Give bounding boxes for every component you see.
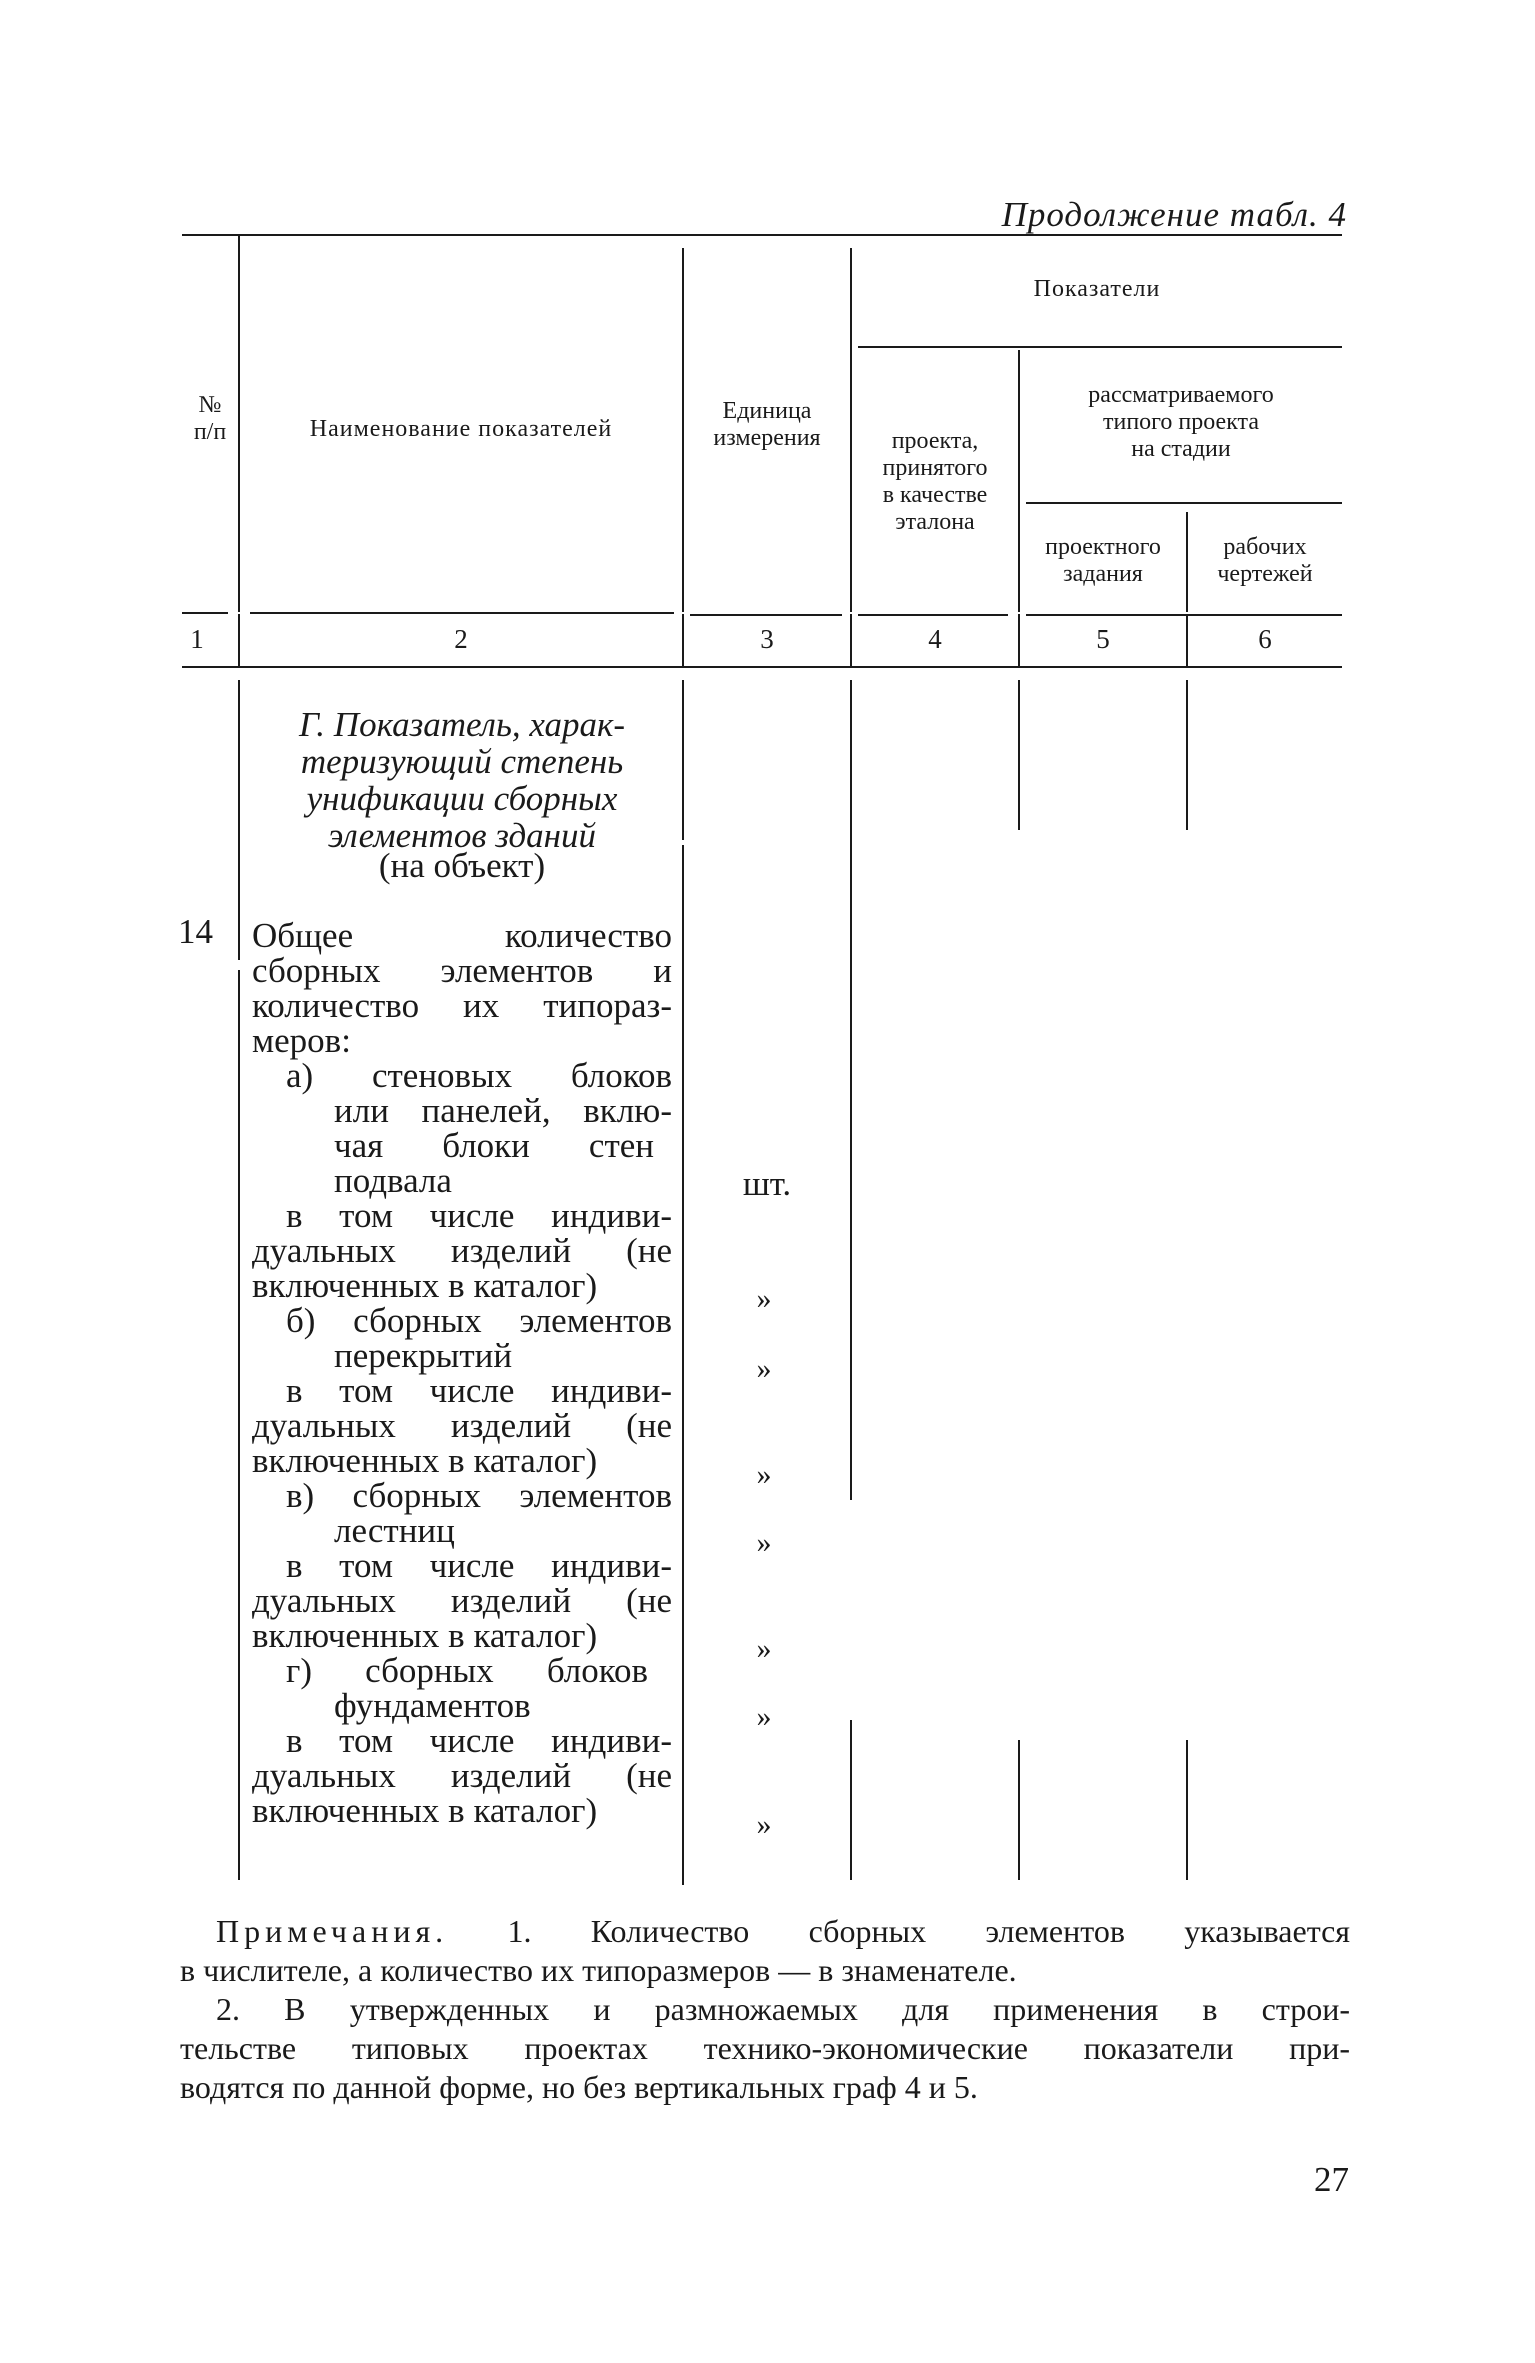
row-line: меров: <box>252 1021 351 1060</box>
considered-underline <box>1026 502 1342 504</box>
unit-ditto: » <box>756 1808 772 1841</box>
col-number-2: 2 <box>454 624 468 654</box>
note-1-line-2: в числителе, а количество их типоразмеров — в знаменателе. <box>180 1952 1017 1988</box>
row-line: в том числе индиви- <box>286 1546 672 1585</box>
unit-ditto: » <box>756 1458 772 1491</box>
header-num: № п/п <box>193 392 227 445</box>
col-number-rule-2 <box>250 612 674 614</box>
note-2-line-3: водятся по данной форме, но без вертикальных граф 4 и 5. <box>180 2069 978 2105</box>
notes-label: Примечания. <box>216 1913 449 1949</box>
col-number-rule-3 <box>690 614 842 616</box>
row-line: количество их типораз- <box>252 986 672 1025</box>
unit-ditto: » <box>756 1352 772 1385</box>
body-divider-3a <box>850 680 852 1500</box>
row-line: перекрытий <box>334 1336 513 1375</box>
unit-ditto: » <box>756 1282 772 1315</box>
page-number: 27 <box>1314 2160 1349 2199</box>
row-line: подвала <box>334 1161 452 1200</box>
row-line: в) сборных элементов <box>286 1476 672 1515</box>
body-divider-2b <box>682 845 684 1885</box>
note-2-line-2: тельстве типовых проектах технико-экономические показатели при- <box>180 2030 1350 2066</box>
row-line: включенных в каталог) <box>252 1616 598 1655</box>
row-line: в том числе индиви- <box>286 1721 672 1760</box>
body-divider-2a <box>682 680 684 840</box>
continuation-caption: Продолжение табл. 4 <box>1001 195 1347 234</box>
header-considered: рассматриваемого типого проекта на стадии <box>1088 382 1274 462</box>
row-line: Общее количество <box>252 916 672 955</box>
body-divider-5b <box>1186 1740 1188 1880</box>
unit-ditto: » <box>756 1632 772 1665</box>
note-2-line-1: 2. В утвержденных и размножаемых для применения в строи- <box>216 1991 1350 2027</box>
section-title: Г. Показатель, харак- теризующий степень унификации сборных элементов зданий <box>299 705 625 855</box>
unit-value: шт. <box>742 1164 792 1203</box>
col-number-1: 1 <box>190 624 204 654</box>
row-line: фундаментов <box>334 1686 531 1725</box>
row-line: а) стеновых блоков <box>286 1056 672 1095</box>
row-line: дуальных изделий (не <box>252 1231 672 1270</box>
row-line: включенных в каталог) <box>252 1266 598 1305</box>
header-working-drawings: рабочих чертежей <box>1217 534 1313 587</box>
unit-ditto: » <box>756 1526 772 1559</box>
indicators-underline <box>858 346 1342 348</box>
header-bottom-rule <box>182 666 1342 668</box>
row-line: лестниц <box>334 1511 455 1550</box>
row-line: дуальных изделий (не <box>252 1406 672 1445</box>
col-number-6: 6 <box>1258 624 1272 654</box>
row-line: или панелей, вклю- <box>334 1091 672 1130</box>
note-1-line-1 <box>216 1912 1350 1951</box>
body-divider-1b <box>238 970 240 1880</box>
row-line: чая блоки стен <box>334 1126 654 1165</box>
row-line: дуальных изделий (не <box>252 1581 672 1620</box>
body-divider-5a <box>1186 680 1188 830</box>
col-number-5: 5 <box>1096 624 1110 654</box>
header-indicators: Показатели <box>1033 276 1161 302</box>
row-line: г) сборных блоков <box>286 1651 648 1690</box>
row-line: в том числе индиви- <box>286 1196 672 1235</box>
body-divider-1a <box>238 680 240 960</box>
section-note: (на объект) <box>378 846 546 885</box>
col-number-4: 4 <box>928 624 942 654</box>
col-number-rule-4 <box>858 614 1008 616</box>
header-design-task: проектного задания <box>1045 534 1161 587</box>
col-number-3: 3 <box>760 624 774 654</box>
body-divider-4a <box>1018 680 1020 830</box>
row-line: дуальных изделий (не <box>252 1756 672 1795</box>
header-name: Наименование показателей <box>309 416 613 442</box>
header-unit: Единица измерения <box>713 398 821 451</box>
col-number-rule-1 <box>182 612 228 614</box>
row-line: сборных элементов и <box>252 951 672 990</box>
body-divider-3b <box>850 1720 852 1880</box>
row-line: включенных в каталог) <box>252 1441 598 1480</box>
unit-ditto: » <box>756 1700 772 1733</box>
row-number: 14 <box>178 912 213 951</box>
header-reference: проекта, принятого в качестве эталона <box>882 428 988 535</box>
top-rule <box>182 234 1342 236</box>
row-line: б) сборных элементов <box>286 1301 672 1340</box>
body-divider-4b <box>1018 1740 1020 1880</box>
note-1-text: 1. Количество сборных элементов указывается <box>507 1913 1351 1949</box>
col-number-rule-5 <box>1026 614 1342 616</box>
row-line: в том числе индиви- <box>286 1371 672 1410</box>
row-line: включенных в каталог) <box>252 1791 598 1830</box>
